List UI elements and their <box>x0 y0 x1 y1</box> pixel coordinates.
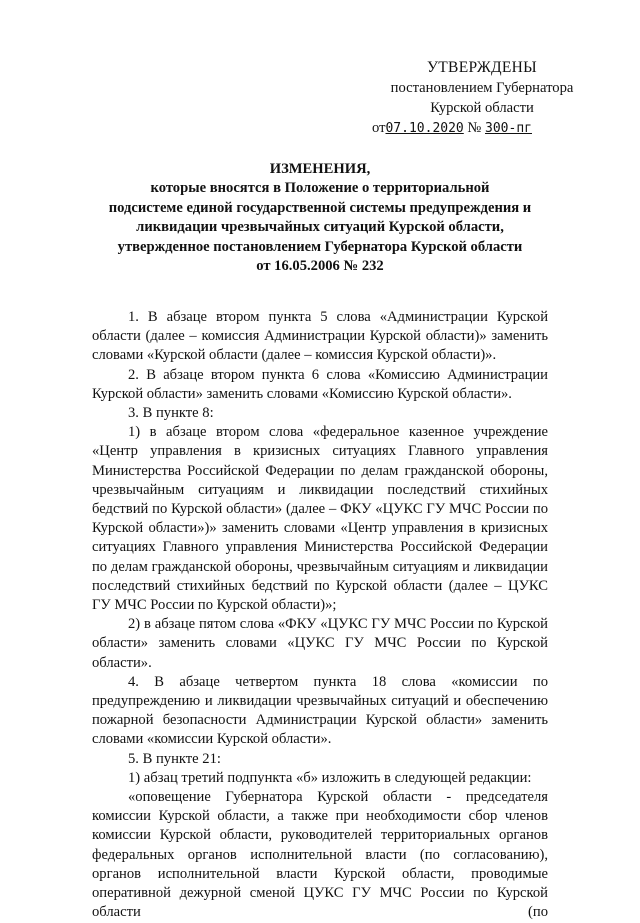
paragraph: 1. В абзаце втором пункта 5 слова «Администрации Курской области (далее – комиссия Администрации Курской области)» заменить словами «Курской области (далее – комиссия Курской области)». <box>92 309 548 364</box>
title-line-6: от 16.05.2006 № 232 <box>256 258 384 275</box>
number-prefix: № <box>467 120 482 136</box>
approval-line-2: Курской области <box>430 100 534 116</box>
title-line-5: утвержденное постановлением Губернатора Курской области <box>117 238 523 255</box>
document-body <box>92 308 548 923</box>
document-title <box>96 160 544 276</box>
paragraph: 5. В пункте 21: <box>128 750 221 767</box>
paragraph: 2. В абзаце втором пункта 6 слова «Комиссию Администрации Курской области» заменить словами «Комиссию Курской области». <box>92 366 548 402</box>
paragraph: «оповещение Губернатора Курской области - председателя комиссии Курской области, а также при необходимости сбор членов комиссии Курской области, руководителей территориальных органов федеральных органов исполнительной власти (по согласованию), органов исполнительной власти Курской области, проводимые оперативной дежурной сменой ЦУКС ГУ МЧС России по Курской области (по <box>92 789 548 921</box>
approval-date: 07.10.2020 <box>385 121 464 136</box>
paragraph: 1) абзац третий подпункта «б» изложить в следующей редакции: <box>128 769 532 786</box>
title-line-1: ИЗМЕНЕНИЯ, <box>269 161 371 177</box>
title-line-3: подсистеме единой государственной системы предупреждения и <box>108 199 532 216</box>
paragraph: 4. В абзаце четвертом пункта 18 слова «комиссии по предупреждению и ликвидации чрезвычайных ситуаций и обеспечению пожарной безопасности Администрации Курской области» заменить словами «комиссии Курской области». <box>92 673 548 748</box>
title-line-2: которые вносятся в Положение о территориальной <box>150 180 490 197</box>
approval-line-1: постановлением Губернатора <box>390 80 574 96</box>
paragraph: 2) в абзаце пятом слова «ФКУ «ЦУКС ГУ МЧС России по Курской области» заменить словами «ЦУКС ГУ МЧС России по Курской области». <box>92 616 548 671</box>
approval-heading: УТВЕРЖДЕНЫ <box>427 59 537 76</box>
title-line-4: ликвидации чрезвычайных ситуаций Курской области, <box>136 219 504 236</box>
approval-number: 300-пг <box>485 121 532 136</box>
paragraph: 3. В пункте 8: <box>128 405 214 422</box>
paragraph: 1) в абзаце втором слова «федеральное казенное учреждение «Центр управления в кризисных ситуациях Главного управления Министерства Российской Федерации по делам гражданской обороны, чрезвычайным ситуациям и ликвидации последствий стихийных бедствий по Курской области» (далее – ФКУ «ЦУКС ГУ МЧС России по Курской области»)» заменить словами «Центр управления в кризисных ситуациях Главного управления Министерства Российской Федерации по делам гражданской обороны, чрезвычайным ситуациям и ликвидации последствий стихийных бедствий по Курской области (далее – ЦУКС ГУ МЧС России по Курской области)»; <box>92 424 548 614</box>
date-prefix: от <box>372 120 386 136</box>
approval-stamp <box>362 58 602 139</box>
approval-date-line <box>362 118 602 139</box>
